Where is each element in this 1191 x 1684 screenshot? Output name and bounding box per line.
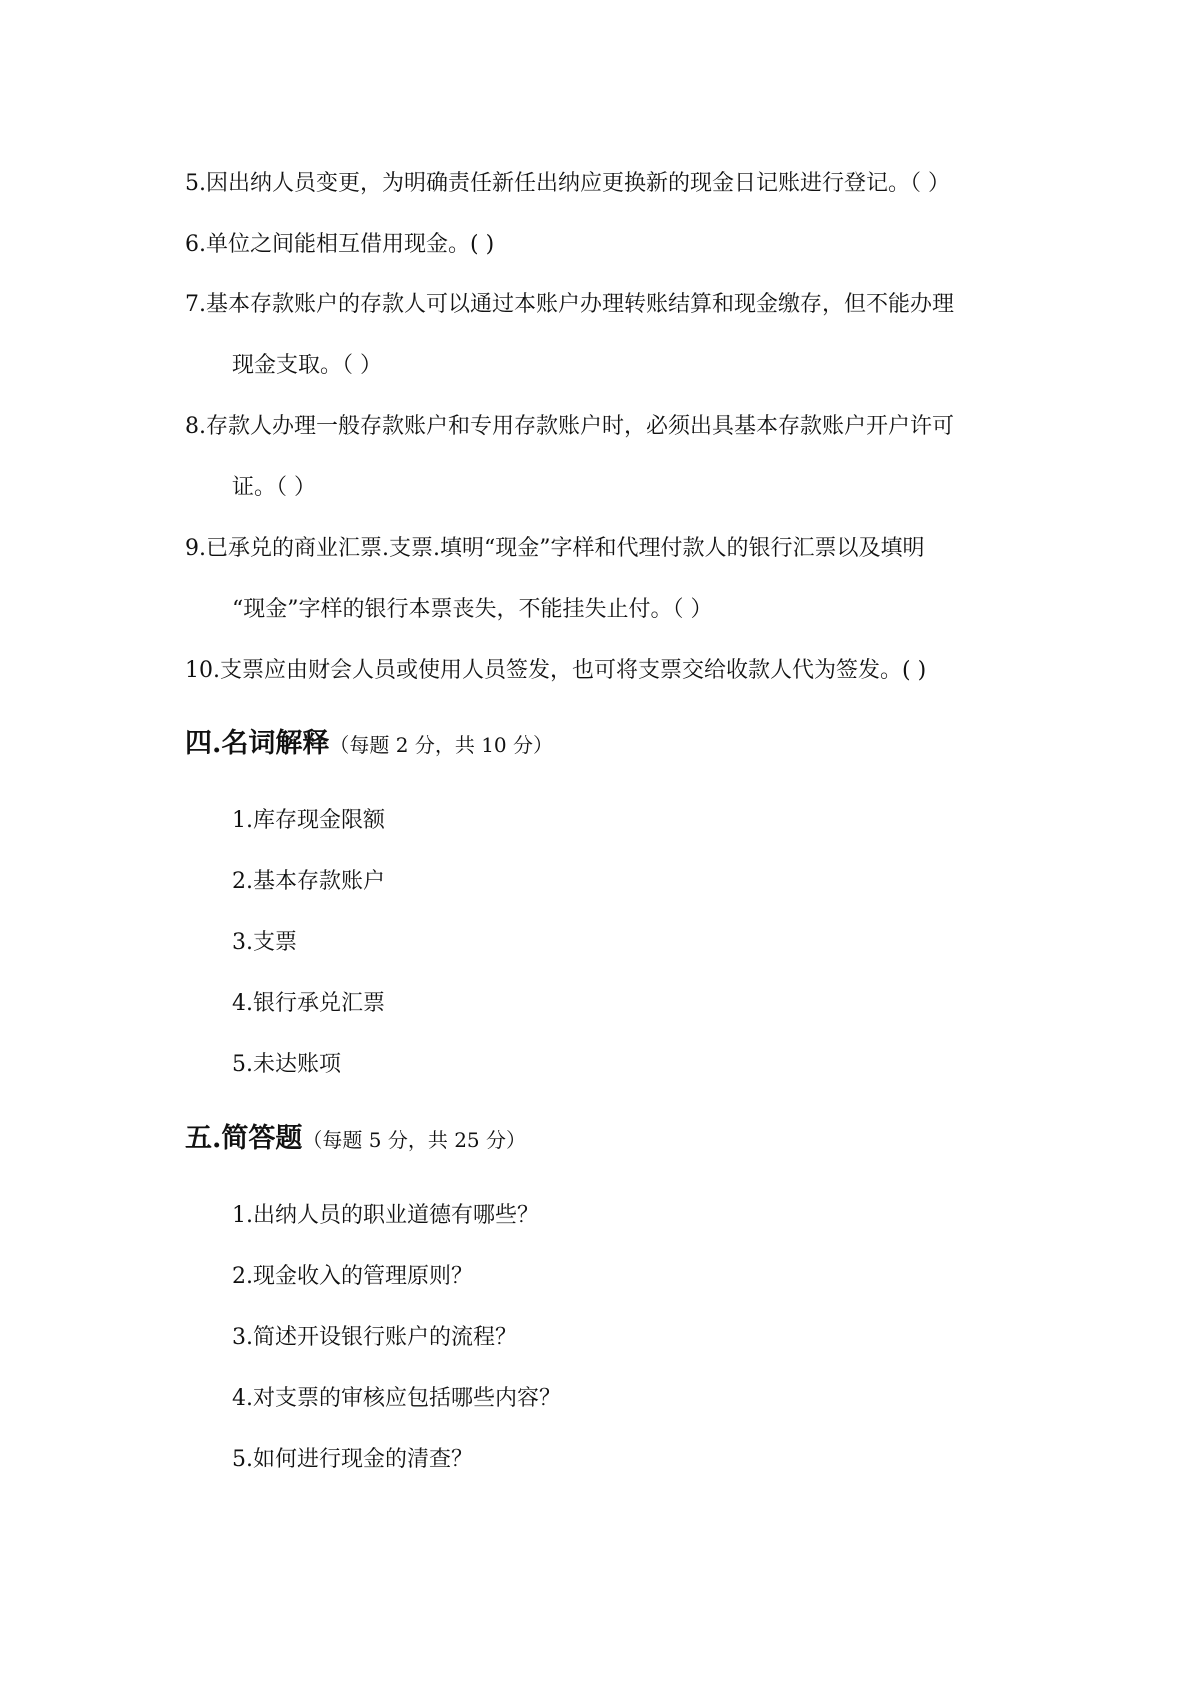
question-7-line-2: 现金支取。（ ） bbox=[232, 353, 382, 378]
question-8-line-1: 8.存款人办理一般存款账户和专用存款账户时，必须出具基本存款账户开户许可 bbox=[185, 414, 954, 439]
short-answer-item: 4.对支票的审核应包括哪些内容？ bbox=[232, 1386, 561, 1411]
term-item: 3.支票 bbox=[232, 930, 297, 955]
section-five-note: （每题 5 分，共 25 分） bbox=[302, 1128, 527, 1152]
section-four-title: 四.名词解释 bbox=[185, 728, 330, 759]
term-item: 1.库存现金限额 bbox=[232, 808, 385, 833]
short-answer-item: 3.简述开设银行账户的流程？ bbox=[232, 1325, 517, 1350]
short-answer-item: 5.如何进行现金的清查？ bbox=[232, 1447, 473, 1472]
section-five-title: 五.简答题 bbox=[185, 1123, 303, 1154]
question-7-line-1: 7.基本存款账户的存款人可以通过本账户办理转账结算和现金缴存，但不能办理 bbox=[185, 292, 954, 317]
short-answer-item: 2.现金收入的管理原则？ bbox=[232, 1264, 473, 1289]
section-five-heading bbox=[185, 1121, 526, 1160]
short-answer-item: 1.出纳人员的职业道德有哪些？ bbox=[232, 1203, 539, 1228]
question-10: 10.支票应由财会人员或使用人员签发，也可将支票交给收款人代为签发。( ) bbox=[185, 658, 927, 683]
question-8-line-2: 证。（ ） bbox=[232, 475, 316, 500]
question-6: 6.单位之间能相互借用现金。( ) bbox=[185, 232, 495, 257]
section-four-note: （每题 2 分，共 10 分） bbox=[329, 733, 554, 757]
section-four-heading bbox=[185, 726, 553, 765]
question-9-line-2: “现金”字样的银行本票丧失，不能挂失止付。（ ） bbox=[232, 597, 713, 622]
term-item: 4.银行承兑汇票 bbox=[232, 991, 385, 1016]
term-item: 5.未达账项 bbox=[232, 1052, 341, 1077]
term-item: 2.基本存款账户 bbox=[232, 869, 385, 894]
question-9-line-1: 9.已承兑的商业汇票.支票.填明“现金”字样和代理付款人的银行汇票以及填明 bbox=[185, 536, 925, 561]
question-5: 5.因出纳人员变更，为明确责任新任出纳应更换新的现金日记账进行登记。（ ） bbox=[185, 171, 950, 196]
